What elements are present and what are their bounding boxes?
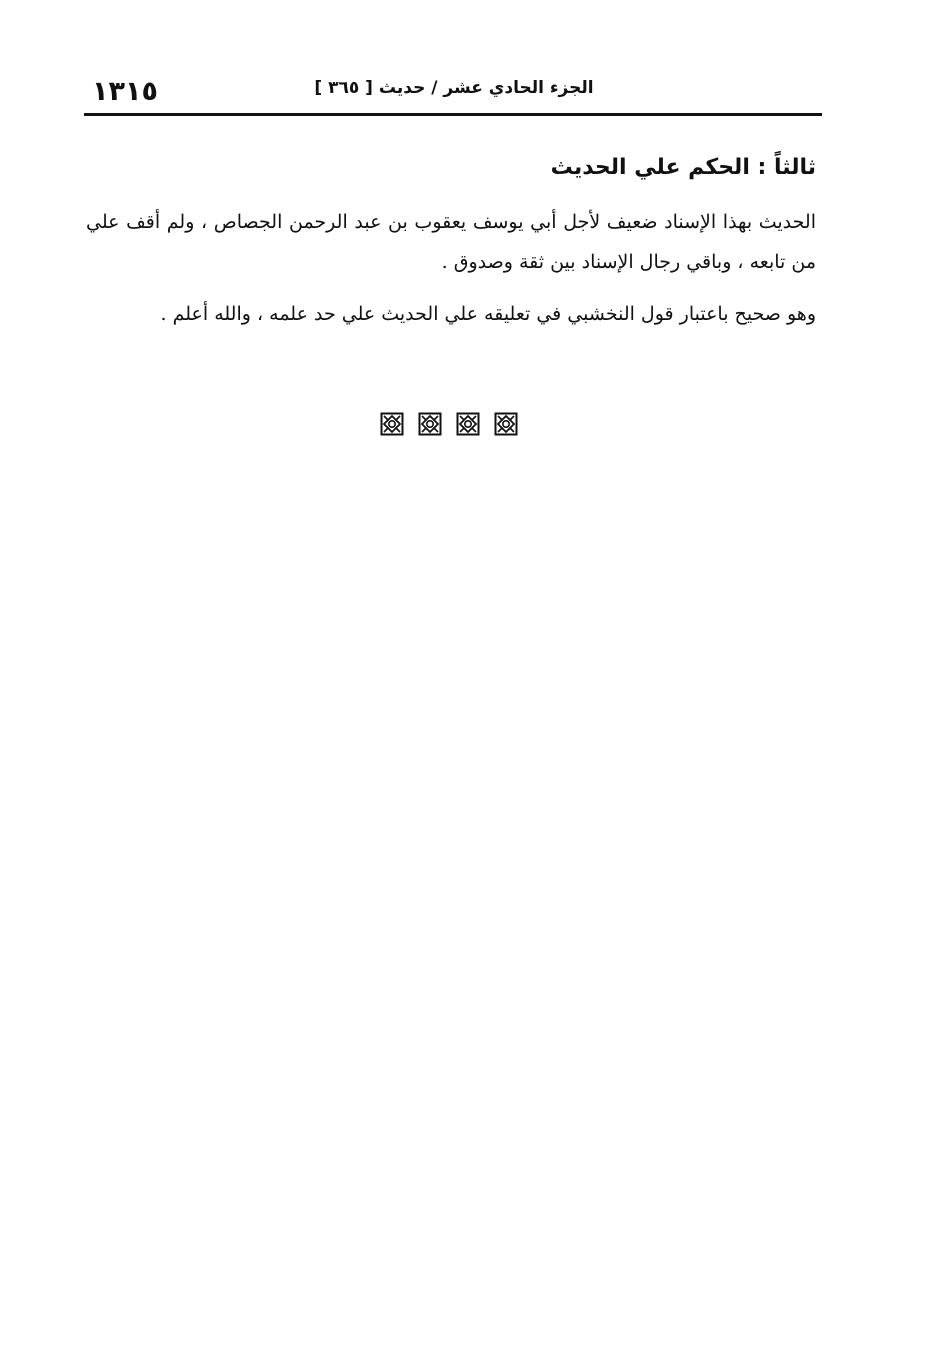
header-rule xyxy=(84,113,822,116)
paragraph: الحديث بهذا الإسناد ضعيف لأجل أبي يوسف يعقوب بن عبد الرحمن الجصاص ، ولم أقف علي من تابعه ، وباقي رجال الإسناد بين ثقة وصدوق . xyxy=(86,211,816,273)
running-header-title: الجزء الحادي عشر / حديث [ ٣٦٥ ] xyxy=(314,78,594,98)
interlace-square-ornament-icon xyxy=(418,412,442,436)
main-content xyxy=(86,148,816,346)
interlace-square-ornament-icon xyxy=(380,412,404,436)
section-end-ornaments xyxy=(380,412,530,444)
paragraph: وهو صحيح باعتبار قول النخشبي في تعليقه علي الحديث علي حد علمه ، والله أعلم . xyxy=(160,303,816,325)
page-number: ١٣١٥ xyxy=(92,76,158,107)
running-header xyxy=(84,72,822,112)
interlace-square-ornament-icon xyxy=(494,412,518,436)
interlace-square-ornament-icon xyxy=(456,412,480,436)
section-heading: ثالثاً : الحكم علي الحديث xyxy=(550,155,816,180)
